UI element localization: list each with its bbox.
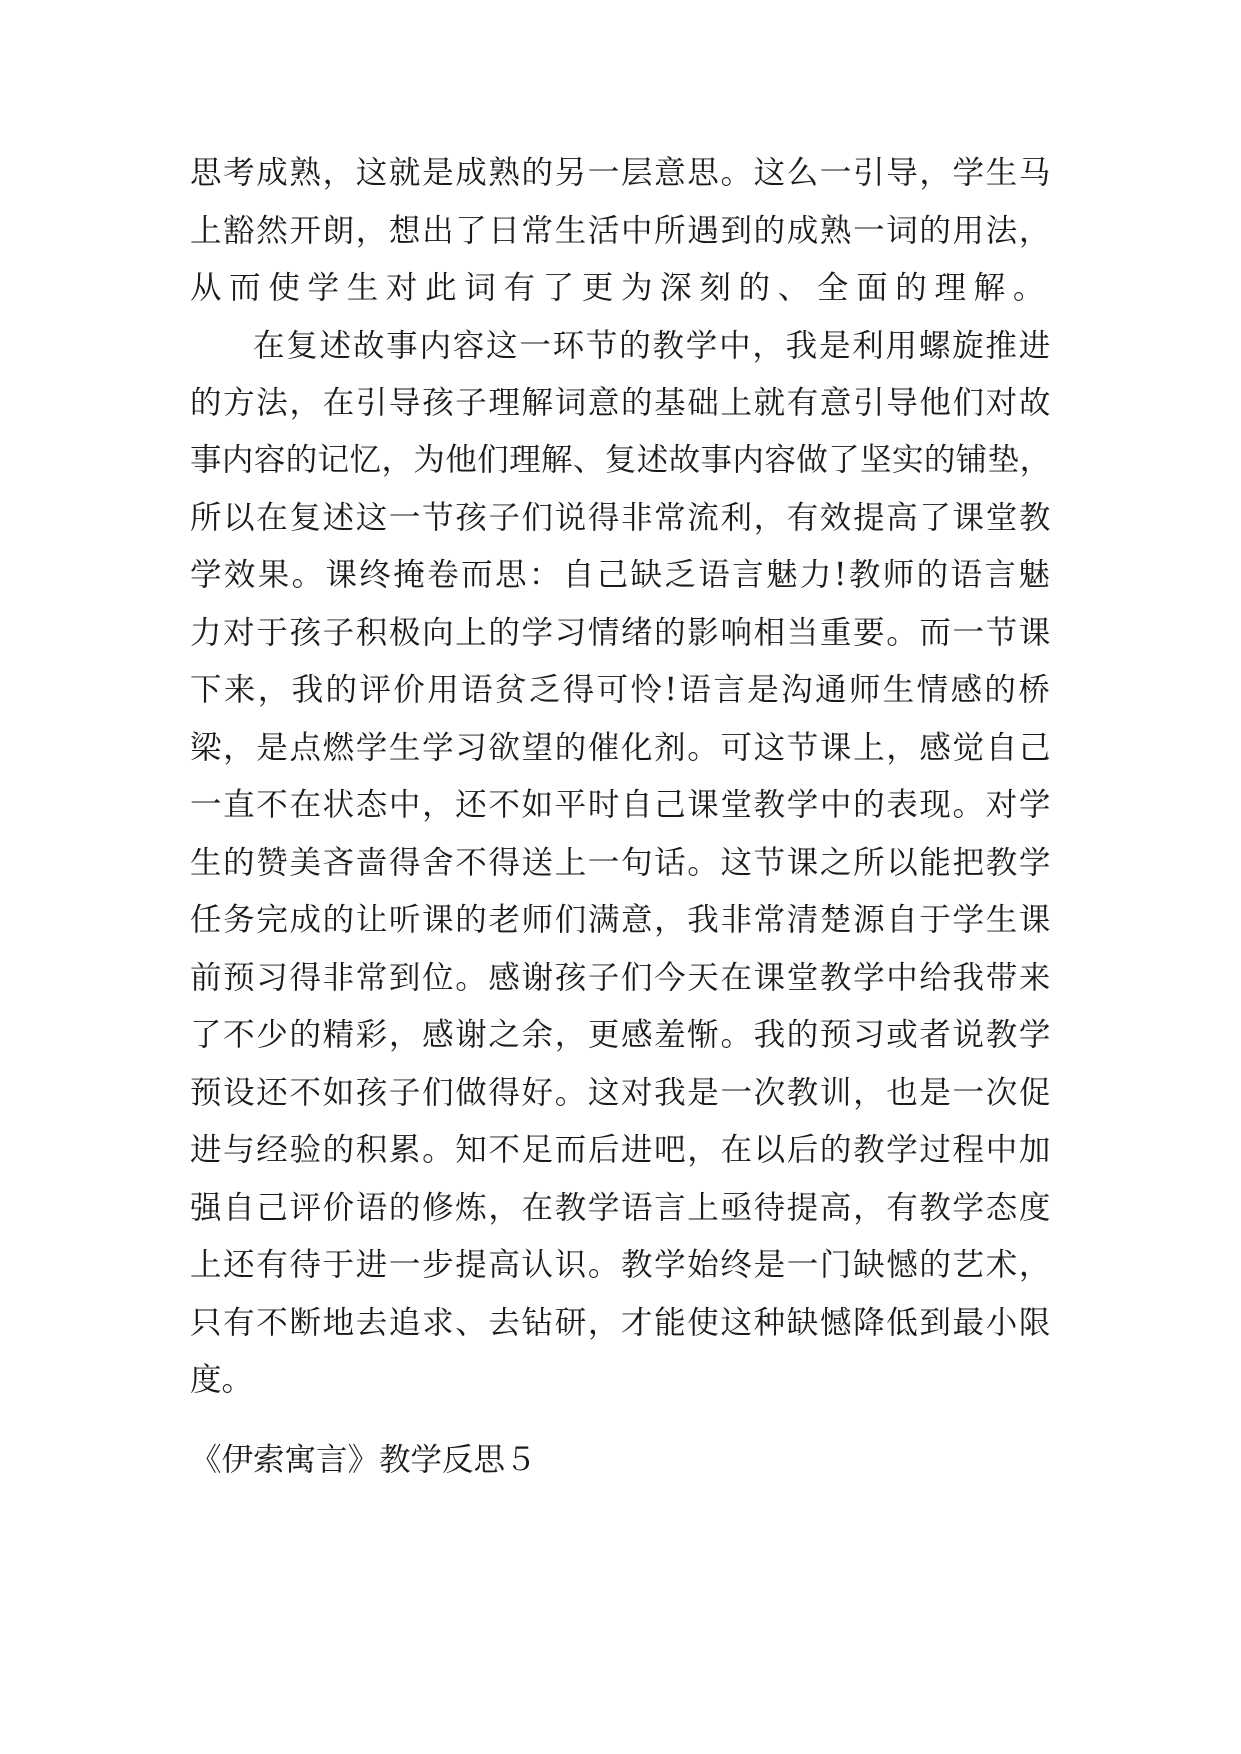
text-line: 一直不在状态中，还不如平时自己课堂教学中的表现。对学 [190,787,1053,823]
text-line: 上豁然开朗，想出了日常生活中所遇到的成熟一词的用法， [190,213,1053,249]
text-line: 的方法，在引导孩子理解词意的基础上就有意引导他们对故 [190,385,1053,421]
text-line: 下来，我的评价用语贫乏得可怜!语言是沟通师生情感的桥 [190,672,1053,708]
text-line: 学效果。课终掩卷而思：自己缺乏语言魅力!教师的语言魅 [190,557,1053,593]
text-line: 度。 [190,1362,254,1398]
text-line: 在复述故事内容这一环节的教学中，我是利用螺旋推进 [253,328,1053,364]
text-line: 思考成熟，这就是成熟的另一层意思。这么一引导，学生马 [190,155,1053,191]
text-line: 上还有待于进一步提高认识。教学始终是一门缺憾的艺术， [190,1247,1053,1283]
text-line: 了不少的精彩，感谢之余，更感羞惭。我的预习或者说教学 [190,1017,1053,1053]
text-line: 梁，是点燃学生学习欲望的催化剂。可这节课上，感觉自己 [190,730,1053,766]
text-line: 事内容的记忆，为他们理解、复述故事内容做了坚实的铺垫， [190,442,1052,478]
text-line: 力对于孩子积极向上的学习情绪的影响相当重要。而一节课 [190,615,1053,651]
text-line: 生的赞美吝啬得舍不得送上一句话。这节课之所以能把教学 [190,845,1053,881]
text-line: 进与经验的积累。知不足而后进吧，在以后的教学过程中加 [190,1132,1053,1168]
text-line: 任务完成的让听课的老师们满意，我非常清楚源自于学生课 [190,902,1053,938]
text-line: 只有不断地去追求、去钻研，才能使这种缺憾降低到最小限 [190,1305,1053,1341]
text-line: 强自己评价语的修炼，在教学语言上亟待提高，有教学态度 [190,1190,1053,1226]
text-line: 所以在复述这一节孩子们说得非常流利，有效提高了课堂教 [190,500,1053,536]
text-line: 预设还不如孩子们做得好。这对我是一次教训，也是一次促 [190,1075,1053,1111]
text-line: 前预习得非常到位。感谢孩子们今天在课堂教学中给我带来 [190,960,1053,996]
text-line: 从而使学生对此词有了更为深刻的、全面的理解。 [190,270,1053,306]
section-heading: 《伊索寓言》教学反思５ [190,1442,537,1478]
